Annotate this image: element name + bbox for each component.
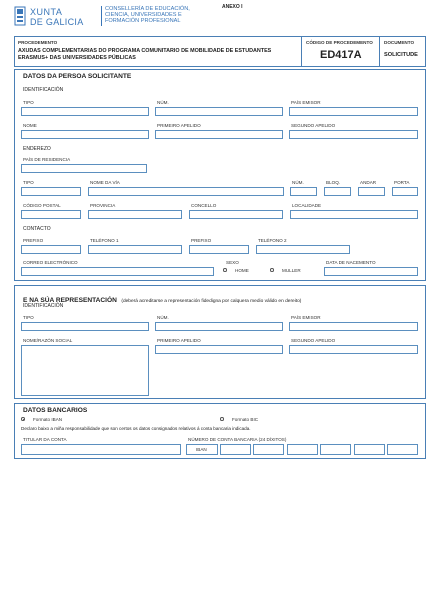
telefono1-field[interactable] bbox=[88, 245, 182, 254]
rep-num-field[interactable] bbox=[155, 322, 283, 331]
rep-segundo-apelido-label: SEGUNDO APELIDO bbox=[291, 338, 336, 343]
sexo-muller-label: MULLER bbox=[282, 268, 301, 273]
concello-field[interactable] bbox=[189, 210, 283, 219]
provincia-field[interactable] bbox=[88, 210, 182, 219]
data-nacemento-field[interactable] bbox=[324, 267, 418, 276]
titular-label: TITULAR DA CONTA bbox=[23, 437, 67, 442]
logo-line2: DE GALICIA bbox=[30, 17, 84, 27]
representation-identification-subtitle: IDENTIFICACIÓN bbox=[23, 303, 64, 309]
segundo-apelido-field[interactable] bbox=[289, 130, 418, 139]
sexo-home-radio[interactable] bbox=[223, 268, 227, 272]
codigo-postal-label: CÓDIGO POSTAL bbox=[23, 203, 61, 208]
logo-line1: XUNTA bbox=[30, 7, 63, 17]
procedure-divider-2 bbox=[379, 36, 380, 67]
bank-title: DATOS BANCARIOS bbox=[23, 407, 88, 414]
rep-tipo-field[interactable] bbox=[21, 322, 149, 331]
dept-line2: CIENCIA, UNIVERSIDADES E bbox=[105, 12, 182, 19]
bic-format-radio[interactable] bbox=[220, 417, 224, 421]
annex-label: ANEXO I bbox=[222, 4, 243, 10]
xunta-emblem-icon bbox=[14, 6, 26, 26]
procedure-title-line1: AXUDAS COMPLEMENTARIAS DO PROGRAMA COMUNITARIO DE MOBILIDADE DE ESTUDANTES bbox=[18, 48, 272, 54]
procedure-title-line2: ERASMUS+ DAS UNIVERSIDADES PÚBLICAS bbox=[18, 55, 136, 61]
representation-title bbox=[23, 289, 301, 307]
prefixo2-field[interactable] bbox=[189, 245, 249, 254]
procedure-divider-1 bbox=[301, 36, 302, 67]
sexo-label: SEXO bbox=[226, 260, 239, 265]
tipo-field[interactable] bbox=[21, 107, 149, 116]
concello-label: CONCELLO bbox=[191, 203, 217, 208]
nome-via-label: NOME DA VÍA bbox=[90, 180, 120, 185]
account-group-4[interactable] bbox=[320, 444, 351, 455]
pais-emisor-field[interactable] bbox=[289, 107, 418, 116]
porta-label: PORTA bbox=[394, 180, 410, 185]
representation-title-note: (deberá acreditarse a representación fidedigna por calquera medio válido en dereito) bbox=[121, 299, 302, 304]
rep-segundo-apelido-field[interactable] bbox=[289, 345, 418, 354]
prefixo1-label: PREFIXO bbox=[23, 238, 44, 243]
nome-label: NOME bbox=[23, 123, 37, 128]
pais-emisor-label: PAÍS EMISOR bbox=[291, 100, 321, 105]
dept-line3: FORMACIÓN PROFESIONAL bbox=[105, 18, 181, 25]
pais-residencia-label: PAÍS DE RESIDENCIA bbox=[23, 157, 71, 162]
sexo-home-label: HOME bbox=[235, 268, 249, 273]
contacto-subtitle: CONTACTO bbox=[23, 226, 51, 232]
xunta-logo bbox=[14, 6, 104, 28]
account-group-5[interactable] bbox=[354, 444, 385, 455]
prefixo1-field[interactable] bbox=[21, 245, 81, 254]
iban-format-label: Formato IBAN bbox=[33, 417, 63, 422]
provincia-label: PROVINCIA bbox=[90, 203, 116, 208]
andar-field[interactable] bbox=[358, 187, 385, 196]
data-nacemento-label: DATA DE NACEMENTO bbox=[326, 260, 376, 265]
document-type: SOLICITUDE bbox=[384, 52, 418, 58]
enderezo-subtitle: ENDEREZO bbox=[23, 146, 51, 152]
rep-primeiro-apelido-label: PRIMEIRO APELIDO bbox=[157, 338, 201, 343]
rep-nomerazon-field[interactable] bbox=[21, 345, 149, 396]
prefixo2-label: PREFIXO bbox=[191, 238, 212, 243]
primeiro-apelido-field[interactable] bbox=[155, 130, 283, 139]
numero-conta-label: NÚMERO DE CONTA BANCARIA (24 DÍXITOS) bbox=[188, 437, 287, 442]
codigo-postal-field[interactable] bbox=[21, 210, 81, 219]
rep-nomerazon-label: NOME/RAZÓN SOCIAL bbox=[23, 338, 73, 343]
pais-residencia-field[interactable] bbox=[21, 164, 147, 173]
bic-format-label: Formato BIC bbox=[232, 417, 259, 422]
account-group-1[interactable] bbox=[220, 444, 251, 455]
andar-label: ANDAR bbox=[360, 180, 377, 185]
iban-prefix-label: IBAN bbox=[196, 447, 207, 452]
procedure-code: ED417A bbox=[320, 49, 362, 61]
bloq-field[interactable] bbox=[324, 187, 351, 196]
account-group-2[interactable] bbox=[253, 444, 284, 455]
rep-pais-emisor-field[interactable] bbox=[289, 322, 418, 331]
rep-pais-emisor-label: PAÍS EMISOR bbox=[291, 315, 321, 320]
tipo-via-field[interactable] bbox=[21, 187, 81, 196]
iban-format-radio[interactable] bbox=[21, 417, 25, 421]
tipo-label: TIPO bbox=[23, 100, 34, 105]
num-via-label: NÚM. bbox=[292, 180, 304, 185]
correo-field[interactable] bbox=[21, 267, 214, 276]
procedure-label: PROCEDEMENTO bbox=[18, 40, 58, 45]
logo-divider bbox=[101, 6, 102, 26]
representation-title-main: E NA SÚA REPRESENTACIÓN bbox=[23, 297, 117, 304]
rep-primeiro-apelido-field[interactable] bbox=[155, 345, 283, 354]
applicant-title: DATOS DA PERSOA SOLICITANTE bbox=[23, 73, 132, 80]
account-group-6[interactable] bbox=[387, 444, 418, 455]
bloq-label: BLOQ. bbox=[326, 180, 341, 185]
nome-via-field[interactable] bbox=[88, 187, 284, 196]
applicant-identification-subtitle: IDENTIFICACIÓN bbox=[23, 87, 64, 93]
telefono1-label: TELÉFONO 1 bbox=[90, 238, 119, 243]
titular-field[interactable] bbox=[21, 444, 181, 455]
nome-field[interactable] bbox=[21, 130, 149, 139]
dept-line1: CONSELLERÍA DE EDUCACIÓN, bbox=[105, 6, 190, 12]
account-group-3[interactable] bbox=[287, 444, 318, 455]
sexo-muller-radio[interactable] bbox=[270, 268, 274, 272]
procedure-code-label: CÓDIGO DE PROCEDEMENTO bbox=[306, 40, 373, 45]
correo-label: CORREO ELECTRÓNICO bbox=[23, 260, 78, 265]
primeiro-apelido-label: PRIMEIRO APELIDO bbox=[157, 123, 201, 128]
num-via-field[interactable] bbox=[290, 187, 317, 196]
document-label: DOCUMENTO bbox=[384, 40, 415, 45]
num-label: NÚM. bbox=[157, 100, 169, 105]
rep-num-label: NÚM. bbox=[157, 315, 169, 320]
localidade-label: LOCALIDADE bbox=[292, 203, 322, 208]
department-name bbox=[105, 6, 190, 25]
telefono2-label: TELÉFONO 2 bbox=[258, 238, 287, 243]
bank-declaration: Declaro baixo a miña responsabilidade que son certos os datos consignados relativos á conta bancaria indicada. bbox=[21, 426, 251, 431]
rep-tipo-label: TIPO bbox=[23, 315, 34, 320]
segundo-apelido-label: SEGUNDO APELIDO bbox=[291, 123, 336, 128]
localidade-field[interactable] bbox=[290, 210, 418, 219]
num-field[interactable] bbox=[155, 107, 283, 116]
tipo-via-label: TIPO bbox=[23, 180, 34, 185]
porta-field[interactable] bbox=[392, 187, 418, 196]
telefono2-field[interactable] bbox=[256, 245, 350, 254]
